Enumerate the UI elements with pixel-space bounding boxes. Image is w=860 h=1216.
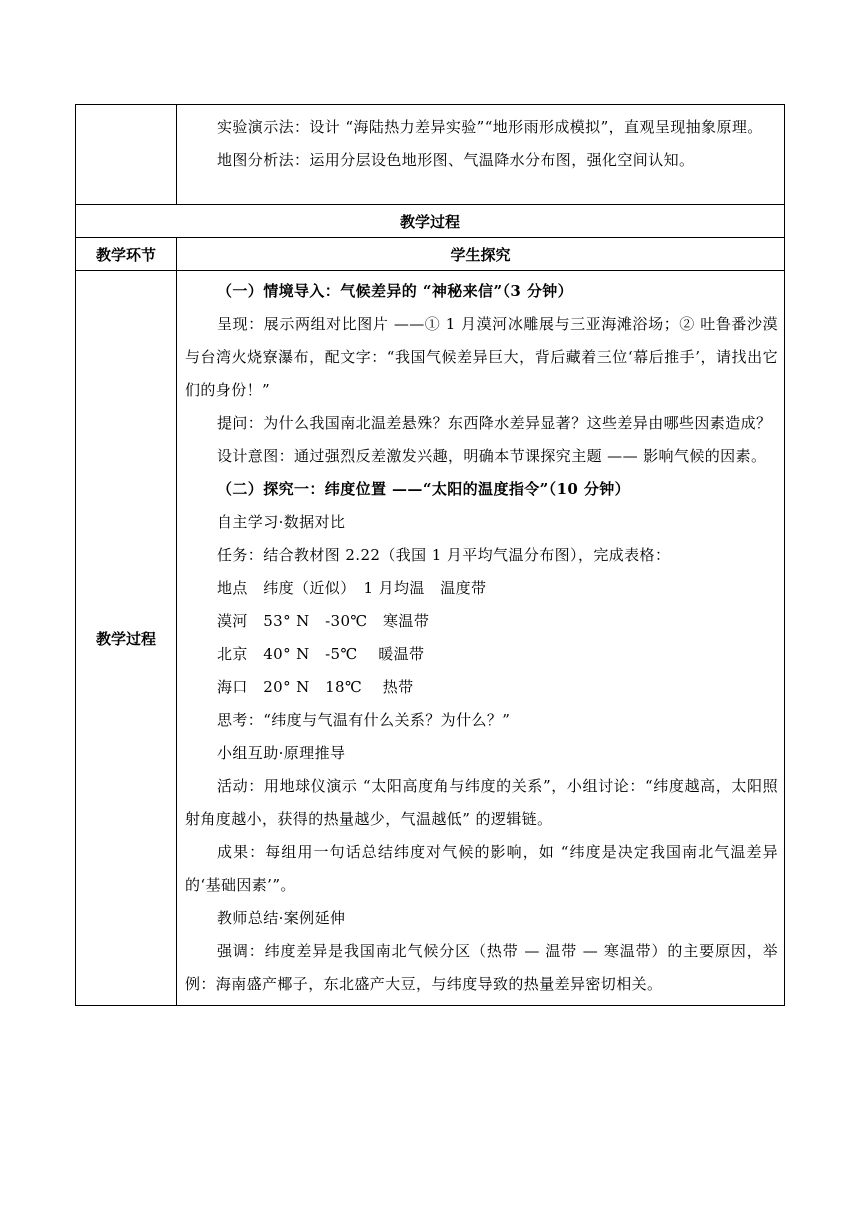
methods-row [76,105,785,205]
body-paragraph: 北京 40° N -5℃ 暖温带 [217,645,425,663]
methods-content-cell [177,105,785,205]
body-paragraph: 强调：纬度差异是我国南北气候分区（热带 — 温带 — 寒温带）的主要原因，举例：海南盛产椰子，东北盛产大豆，与纬度导致的热量差异密切相关。 [185,942,778,993]
body-paragraph: 教师总结·案例延伸 [217,909,346,927]
body-paragraph: 漠河 53° N -30℃ 寒温带 [217,612,430,630]
body-paragraph: 活动：用地球仪演示 “太阳高度角与纬度的关系”，小组讨论：“纬度越高，太阳照射角度越小，获得的热量越少，气温越低” 的逻辑链。 [185,777,778,828]
body-paragraph: 自主学习·数据对比 [217,513,346,531]
process-title: 教学过程 [76,205,785,238]
body-paragraph: 提问：为什么我国南北温差悬殊？东西降水差异显著？这些差异由哪些因素造成？ [217,414,772,432]
section-heading: （二）探究一：纬度位置 ——“太阳的温度指令”（10 分钟） [217,480,631,498]
body-paragraph: 海口 20° N 18℃ 热带 [217,678,414,696]
process-body [177,271,784,1005]
body-paragraph: 思考：“纬度与气温有什么关系？为什么？” [217,711,511,729]
header-row [76,238,785,271]
process-content-cell [177,271,785,1006]
section-heading: （一）情境导入：气候差异的 “神秘来信”（3 分钟） [217,282,574,300]
method-map-text: 地图分析法：运用分层设色地形图、气温降水分布图，强化空间认知。 [217,151,695,169]
process-row [76,271,785,1006]
body-paragraph: 呈现：展示两组对比图片 ——① 1 月漠河冰雕展与三亚海滩浴场；② 吐鲁番沙漠与台湾火烧寮瀑布，配文字：“我国气候差异巨大，背后藏着三位‘幕后推手’，请找出它们的身份！” [185,315,778,399]
body-paragraph: 成果：每组用一句话总结纬度对气候的影响，如 “纬度是决定我国南北气温差异的‘基础因素’”。 [185,843,778,894]
method-experiment-text: 实验演示法：设计 “海陆热力差异实验”“地形雨形成模拟”，直观呈现抽象原理。 [217,118,763,136]
stage-label: 教学过程 [76,271,177,1006]
body-paragraph: 地点 纬度（近似） 1 月均温 温度带 [217,579,487,597]
header-student-inquiry: 学生探究 [177,238,785,271]
process-title-row [76,205,785,238]
header-teaching-stage: 教学环节 [76,238,177,271]
body-paragraph: 设计意图：通过强烈反差激发兴趣，明确本节课探究主题 —— 影响气候的因素。 [217,447,767,465]
body-paragraph: 小组互助·原理推导 [217,744,346,762]
methods-label-cell [76,105,177,205]
body-paragraph: 任务：结合教材图 2.22（我国 1 月平均气温分布图），完成表格： [217,546,671,564]
lesson-plan-table [75,104,785,1006]
